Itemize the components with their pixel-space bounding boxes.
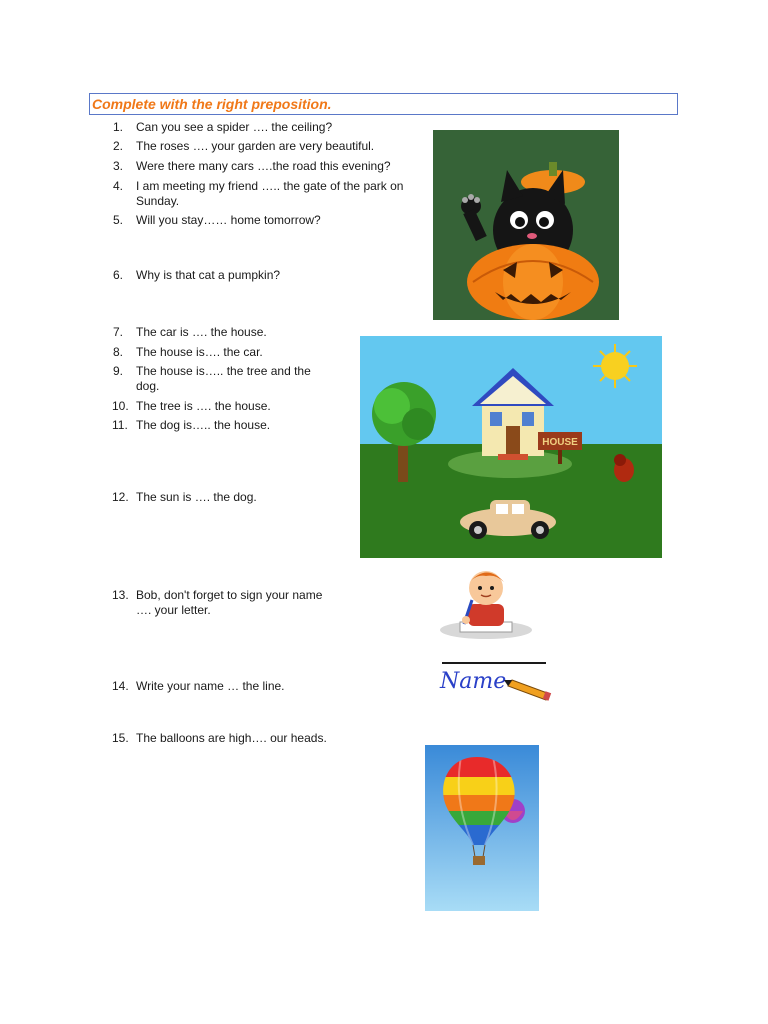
question-text: The balloons are high…. our heads. xyxy=(136,731,327,745)
name-line-icon xyxy=(436,658,558,704)
question-number: 10. xyxy=(112,399,129,413)
boy-writing-icon xyxy=(438,562,534,642)
cat-pumpkin-image xyxy=(433,130,619,320)
house-scene-icon xyxy=(360,336,662,558)
question-number: 5. xyxy=(113,213,124,227)
question-text: The car is …. the house. xyxy=(136,325,267,339)
question-text: Write your name … the line. xyxy=(136,679,285,693)
question-number: 14. xyxy=(112,679,129,693)
question-number: 4. xyxy=(113,179,124,193)
question-number: 1. xyxy=(113,120,124,134)
question-text: The dog is….. the house. xyxy=(136,418,271,432)
question-number: 6. xyxy=(113,268,124,282)
question-text: Can you see a spider …. the ceiling? xyxy=(136,120,333,134)
question-text: The sun is …. the dog. xyxy=(136,490,257,504)
boy-writing-image xyxy=(438,562,534,642)
cat-pumpkin-icon xyxy=(433,130,619,320)
instruction-box xyxy=(89,93,678,115)
house-scene-image xyxy=(360,336,662,558)
question-text: Bob, don't forget to sign your name …. your letter. xyxy=(136,588,323,617)
question-number: 8. xyxy=(113,345,124,359)
question-text: The house is…. the car. xyxy=(136,345,263,359)
question-number: 7. xyxy=(113,325,124,339)
question-number: 3. xyxy=(113,159,124,173)
question-number: 11. xyxy=(112,418,128,432)
name-word: Name xyxy=(440,669,507,694)
question-text: I am meeting my friend ….. the gate of the park on Sunday. xyxy=(136,179,404,208)
question-number: 12. xyxy=(112,490,129,504)
house-sign-text: HOUSE xyxy=(542,437,578,448)
question-text: Were there many cars ….the road this evening? xyxy=(136,159,391,173)
question-number: 2. xyxy=(113,139,124,153)
hot-air-balloon-icon xyxy=(425,745,539,911)
balloon-image xyxy=(425,745,539,911)
question-number: 15. xyxy=(112,731,129,745)
question-number: 13. xyxy=(112,588,129,602)
question-text: The tree is …. the house. xyxy=(136,399,271,413)
question-text: Will you stay…… home tomorrow? xyxy=(136,213,321,227)
question-number: 9. xyxy=(113,364,124,378)
question-text: The roses …. your garden are very beautiful. xyxy=(136,139,375,153)
worksheet-title: Complete with the right preposition. xyxy=(92,96,332,112)
question-text: The house is….. the tree and the dog. xyxy=(136,364,311,393)
question-text: Why is that cat a pumpkin? xyxy=(136,268,281,282)
name-line-image xyxy=(436,658,558,704)
